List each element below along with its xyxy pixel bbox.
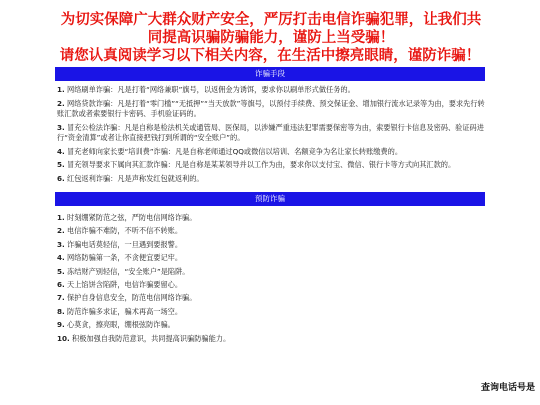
list-item-number: 6.	[57, 280, 65, 290]
list-item-number: 7.	[57, 293, 65, 303]
scam-method-item	[57, 85, 487, 95]
scam-method-item	[57, 160, 487, 170]
prevention-list	[57, 211, 487, 345]
list-item-text: 保护自身信息安全，防范电信网络诈骗。	[67, 293, 197, 303]
scam-method-item	[57, 147, 487, 157]
scam-method-item	[57, 174, 487, 184]
prevention-item	[57, 224, 487, 237]
prevention-item	[57, 332, 487, 345]
prevention-item	[57, 211, 487, 224]
prevention-item	[57, 265, 487, 278]
list-item-number: 3.	[57, 122, 65, 132]
list-item-text: 冻结财产别轻信，“安全账户”是陷阱。	[67, 266, 190, 276]
list-item-text: 冒充领导要求下属向其汇款诈骗：凡是自称是某某领导并以工作为由，要求你以支付宝、微信、银行卡等方式向其汇款的。	[67, 160, 456, 170]
list-item-text: 防范诈骗多求证，骗术再高一场空。	[67, 306, 183, 316]
list-item-number: 6.	[57, 173, 65, 183]
list-item-number: 1.	[57, 213, 65, 222]
list-item-text: 网络刷单诈骗：凡是打着“网络兼职”旗号，以返佣金为诱饵，要求你以刷单形式做任务的。	[67, 85, 355, 94]
list-item-text: 网络防骗第一条，不贪便宜要记牢。	[67, 253, 183, 263]
list-item-number: 5.	[57, 160, 65, 170]
phone-lookup-link[interactable]: 查询电话号是	[481, 383, 536, 393]
list-item-number: 5.	[57, 266, 65, 276]
prevention-item	[57, 251, 487, 264]
scam-methods-list	[57, 85, 487, 188]
list-item-text: 心莫贪，擦亮眼，绷根弦防诈骗。	[67, 320, 175, 330]
prevention-item	[57, 278, 487, 291]
list-item-number: 2.	[57, 98, 65, 108]
headline-warning: 为切实保障广大群众财产安全，严厉打击电信诈骗犯罪，让我们共同提高识骗防骗能力，谨防上当受骗！	[60, 12, 482, 46]
list-item-text: 电信诈骗不难防，不听不信不转账。	[67, 226, 183, 236]
list-item-number: 1.	[57, 85, 65, 94]
scam-methods-header: 诈骗手段	[55, 67, 485, 81]
list-item-text: 红包返利诈骗：凡是声称发红包就返利的。	[67, 173, 204, 183]
scam-method-item	[57, 99, 487, 119]
prevention-item	[57, 291, 487, 304]
prevention-item	[57, 305, 487, 318]
prevention-header: 预防诈骗	[55, 192, 485, 206]
scam-method-item	[57, 123, 487, 143]
list-item-number: 4.	[57, 253, 65, 263]
list-item-number: 3.	[57, 239, 65, 249]
list-item-number: 10.	[57, 333, 70, 343]
list-item-text: 时刻绷紧防范之弦，严防电信网络诈骗。	[67, 213, 197, 222]
list-item-text: 冒充老师向家长要“培训费”诈骗：凡是自称老师通过QQ或微信以培训、名额竞争为名让家长转账缴费的。	[67, 146, 403, 156]
list-item-number: 2.	[57, 226, 65, 236]
list-item-text: 天上馅饼含陷阱，电信诈骗要留心。	[67, 280, 183, 290]
prevention-item	[57, 318, 487, 331]
list-item-number: 8.	[57, 306, 65, 316]
list-item-number: 9.	[57, 320, 65, 330]
headline-instruction: 请您认真阅读学习以下相关内容，在生活中擦亮眼睛，谨防诈骗！	[59, 48, 481, 64]
list-item-text: 冒充公检法诈骗：凡是自称是检法机关或通管局、医保局，以涉嫌严重违法犯罪需要保密等为由，索要银行卡信息及密码、验证码进行“资金清算”或者让你直接把钱打到所谓的“安全账户”的。	[57, 122, 484, 142]
list-item-text: 诈骗电话莫轻信，一旦遇到要报警。	[67, 239, 183, 249]
list-item-text: 积极加强自我防范意识，共同提高识骗防骗能力。	[72, 333, 231, 343]
list-item-number: 4.	[57, 146, 65, 156]
list-item-text: 网络贷款诈骗：凡是打着“零门槛”“无抵押”“当天放款”等旗号，以预付手续费、预交保证金、增加银行流水记录等为由，要求先行转账汇款或者索要银行卡密码、手机验证码的。	[57, 98, 485, 118]
prevention-item	[57, 238, 487, 251]
